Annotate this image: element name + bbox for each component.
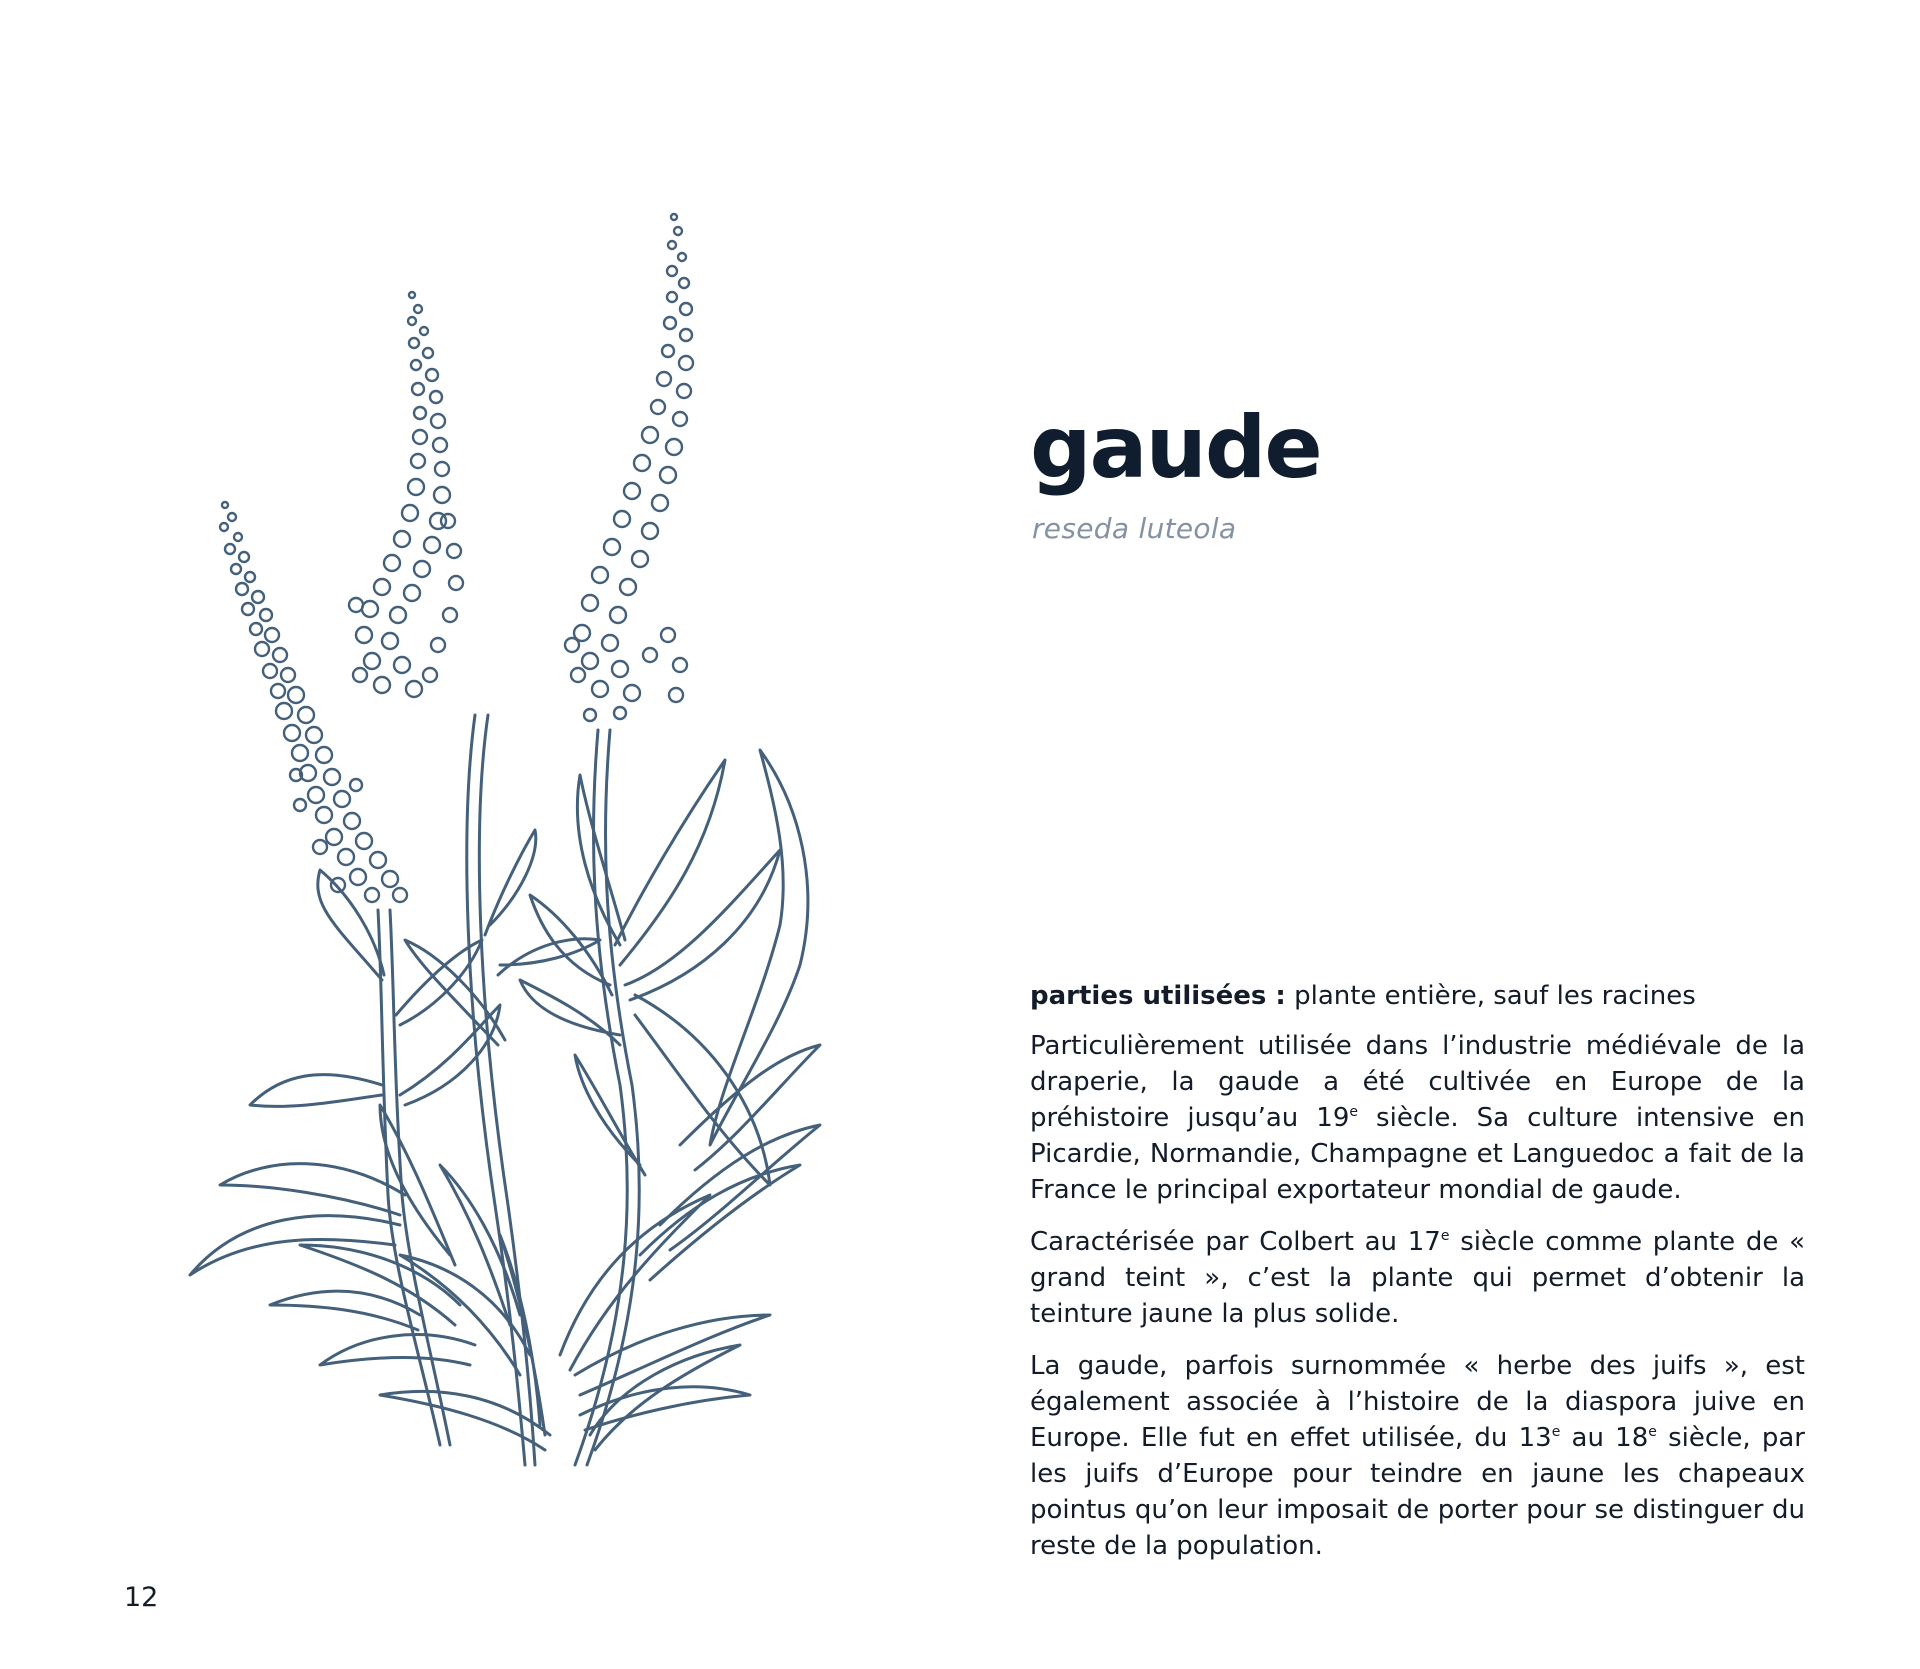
description-text bbox=[1030, 978, 1805, 1580]
paragraph-3-text-b: au 18 bbox=[1560, 1423, 1649, 1453]
paragraph-2-text-b: siècle comme plante de « grand teint », c’est la plante qui permet d’obtenir la teinture jaune la plus solide. bbox=[1030, 1227, 1805, 1329]
superscript: e bbox=[1551, 1424, 1561, 1440]
superscript: e bbox=[1440, 1228, 1450, 1244]
superscript: e bbox=[1648, 1424, 1657, 1440]
parts-used-value: plante entière, sauf les racines bbox=[1285, 981, 1696, 1011]
latin-name: reseda luteola bbox=[1032, 512, 1237, 545]
parts-used-label: parties utilisées : bbox=[1030, 981, 1286, 1011]
reseda-plant-illustration bbox=[120, 205, 920, 1565]
paragraph-2 bbox=[1030, 1224, 1805, 1332]
page-number: 12 bbox=[124, 1582, 159, 1613]
paragraph-3-text-c: siècle, par les juifs d’Europe pour teindre en jaune les chapeaux pointus qu’on leur imposait de porter pour se distinguer du reste de la population. bbox=[1030, 1423, 1805, 1561]
paragraph-1-text-b: siècle. Sa culture intensive en Picardie, Normandie, Champagne et Languedoc a fait de la France le principal exportateur mondial de gaude. bbox=[1030, 1103, 1805, 1205]
superscript: e bbox=[1349, 1104, 1359, 1120]
paragraph-1-text-a: Particulièrement utilisée dans l’industrie médiévale de la draperie, la gaude a été cultivée en Europe de la préhistoire jusqu’au 19 bbox=[1030, 1031, 1805, 1133]
plant-drawing bbox=[120, 205, 920, 1565]
parts-used bbox=[1030, 978, 1805, 1014]
paragraph-3 bbox=[1030, 1348, 1805, 1564]
paragraph-1 bbox=[1030, 1028, 1805, 1208]
paragraph-3-text-a: La gaude, parfois surnommée « herbe des juifs », est également associée à l’histoire de la diaspora juive en Europe. Elle fut en effet utilisée, du 13 bbox=[1030, 1351, 1805, 1453]
plant-title: gaude bbox=[1030, 398, 1321, 498]
paragraph-2-text-a: Caractérisée par Colbert au 17 bbox=[1030, 1227, 1441, 1257]
